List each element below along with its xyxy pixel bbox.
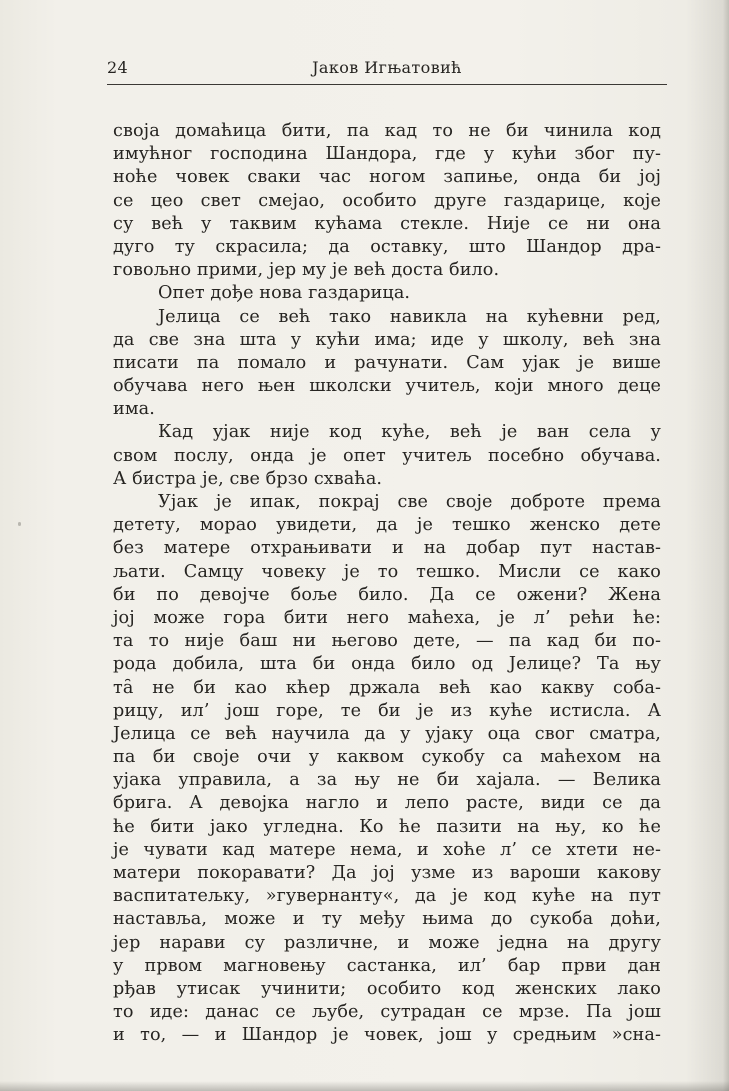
text-line: имућног господина Шандора, где у кући због пу- — [113, 144, 661, 165]
text-line: обучава него њен школски учитељ, који много деце — [113, 376, 661, 397]
text-line: свом послу, онда је опет учитељ посебно обучава. — [113, 445, 661, 466]
text-line: љати. Самцу човеку је то тешко. Мисли се како — [113, 561, 661, 582]
text-line: јер нарави су различне, и може једна на другу — [113, 932, 661, 953]
text-line: то иде: данас се љубе, сутрадан се мрзе. Па још — [113, 1002, 661, 1023]
page-header — [107, 58, 667, 82]
text-line: ће бити јако угледна. Ко ће пазити на њу, ко ће — [113, 816, 661, 837]
text-line: говољно прими, јер му је већ доста било. — [113, 260, 500, 281]
text-line: Ујак је ипак, покрај све своје доброте према — [158, 492, 661, 512]
text-line: своја домаћица бити, па кад то не би чинила код — [113, 121, 661, 141]
text-line: би по девојче боље било. Да се ожени? Жена — [113, 584, 661, 605]
running-head-author: Јаков Игњатовић — [312, 58, 462, 77]
text-line: рода добила, шта би онда било од Јелице? Та њу — [113, 654, 661, 675]
text-line: без матере отхрањивати и на добар пут настав- — [113, 538, 661, 559]
text-line: у првом магновењу састанка, ил’ бар први дан — [113, 955, 661, 976]
text-line: матери покоравати? Да јој узме из вароши какову — [113, 863, 661, 883]
text-line: и то, — и Шандор је човек, још у средњим »сна- — [113, 1025, 661, 1046]
text-line: има. — [113, 399, 155, 420]
text-line: па би своје очи у каквом сукобу са маћехом на — [113, 747, 661, 768]
text-line: ноће човек сваки час ногом запиње, онда би јој — [113, 167, 661, 188]
text-line: јој може гора бити него маћеха, је л’ рећи ће: — [113, 607, 661, 628]
text-line: Кад ујак није код куће, већ је ван села у — [158, 422, 661, 443]
text-line: Јелица се већ научила да у ујаку оца свог сматра, — [113, 723, 661, 744]
text-line: писати па помало и рачунати. Сам ујак је више — [113, 352, 661, 373]
text-line: Опет дође нова газдарица. — [158, 283, 411, 304]
text-line: да све зна шта у кући има; иде у школу, већ зна — [113, 329, 661, 350]
paper-speck — [18, 522, 21, 526]
text-line: рицу, ил’ још горе, те би је из куће истисла. А — [113, 700, 661, 721]
text-line: рђав утисак учинити; особито код женских лако — [113, 978, 661, 999]
text-line: се цео свет смејао, особито друге газдарице, које — [113, 190, 661, 211]
page-number: 24 — [107, 58, 128, 77]
body-text — [113, 120, 661, 1048]
text-line: су већ у таквим кућама стекле. Није се ни она — [113, 213, 661, 234]
text-line: је чувати кад матере нема, и хоће л’ се хтети не- — [113, 839, 661, 860]
text-line: А бистра је, све брзо схваћа. — [113, 468, 383, 489]
text-line: наставља, може и ту међу њима до сукоба доћи, — [113, 909, 661, 930]
text-line: ујака управила, а за њу не би хајала. — Велика — [113, 770, 661, 791]
text-line: детету, морао увидети, да је тешко женско дете — [113, 515, 661, 536]
page-bottom-shadow — [0, 1081, 729, 1091]
page-edge-shadow — [723, 0, 729, 1091]
text-line: та то није баш ни његово дете, — па кад би по- — [113, 631, 661, 652]
text-line: дуго ту скрасила; да оставку, што Шандор дра- — [113, 236, 661, 257]
header-rule — [107, 84, 667, 85]
text-line: та̑ не би као кћер држала већ као какву соба- — [113, 677, 661, 698]
text-line: васпитатељку, »гувернанту«, да је код куће на пут — [113, 886, 661, 907]
text-line: Јелица се већ тако навикла на кућевни ред, — [158, 306, 661, 327]
text-line: брига. А девојка нагло и лепо расте, види се да — [113, 793, 661, 814]
